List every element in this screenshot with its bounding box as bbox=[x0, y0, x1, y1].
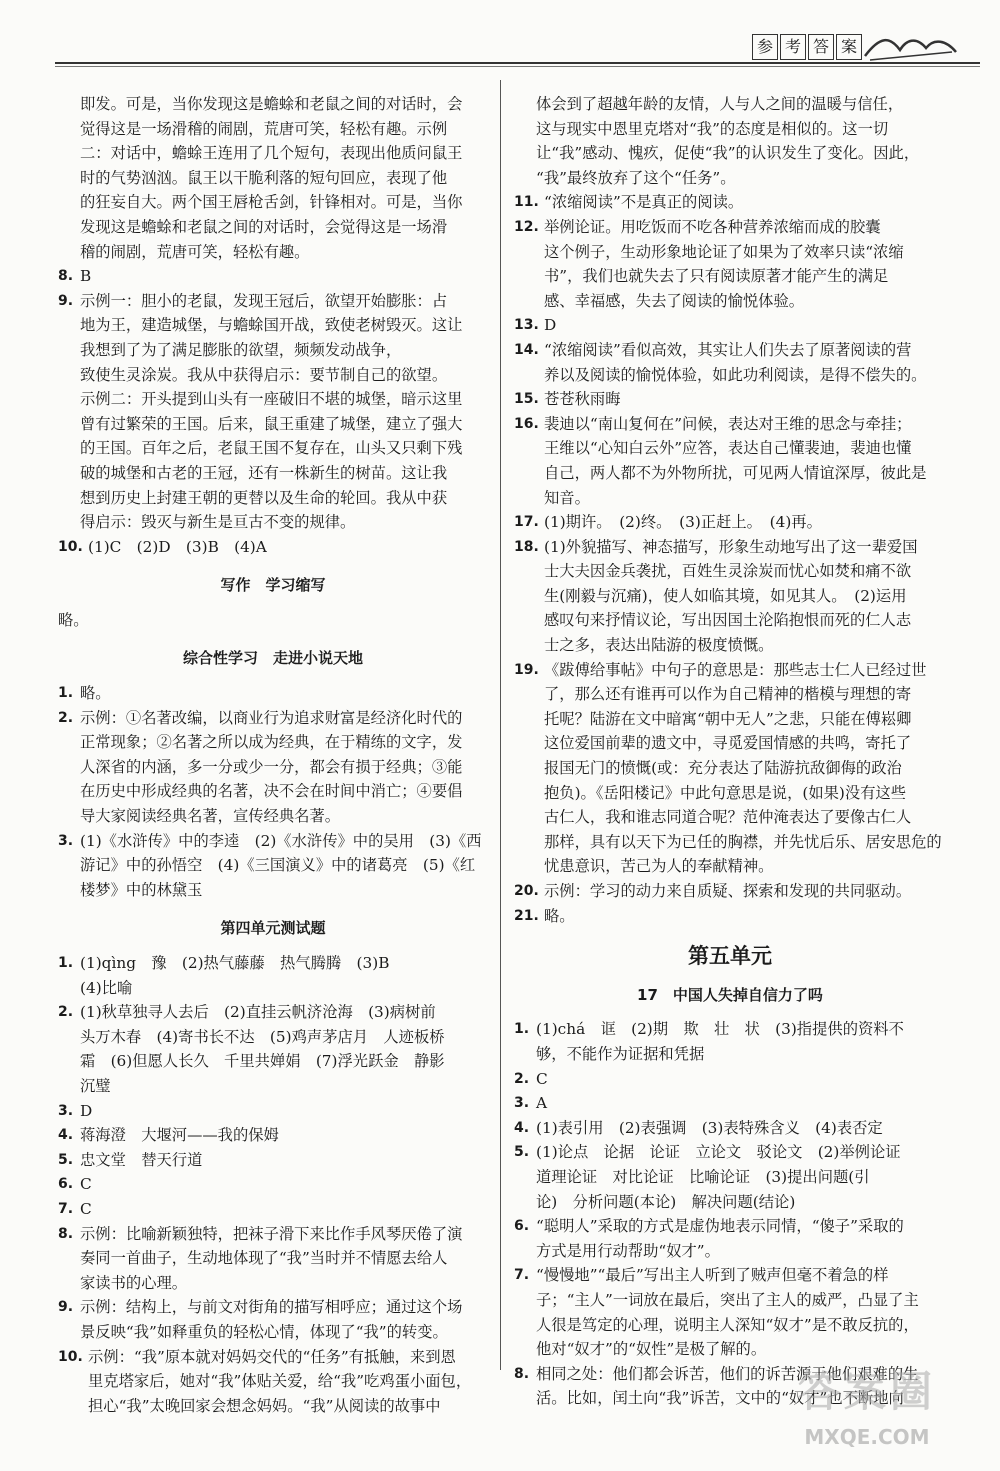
answer-item bbox=[58, 1099, 488, 1124]
continuation-line: 觉得这是一场滑稽的闹剧，荒唐可笑，轻松有趣。示例 bbox=[80, 119, 448, 138]
answer-line: (1)qìng 豫 (2)热气藤藤 热气腾腾 (3)B bbox=[80, 954, 390, 972]
answer-text bbox=[536, 1017, 946, 1066]
answer-number: 10. bbox=[58, 538, 83, 555]
answer-item bbox=[514, 1263, 946, 1361]
answer-item bbox=[58, 1295, 488, 1344]
answer-line: (1)C (2)D (3)B (4)A bbox=[88, 537, 267, 556]
answer-line: D bbox=[80, 1101, 93, 1120]
answer-text bbox=[80, 1000, 488, 1098]
answer-line: C bbox=[80, 1175, 92, 1194]
answer-line: 示例：比喻新颖独特，把袜子滑下来比作手风琴厌倦了演 bbox=[80, 1224, 463, 1243]
answer-line: 奏同一首曲子，生动地体现了“我”当时并不情愿去给人 bbox=[80, 1249, 448, 1268]
answer-line: 活。比如，闰土向“我”诉苦，文中的“奴才”也不断地向 bbox=[536, 1389, 904, 1408]
answer-line: 沉璧 bbox=[80, 1076, 111, 1095]
answer-number: 4. bbox=[58, 1127, 74, 1144]
answer-line: 感叹句来抒情议论，写出因国土沦陷抱恨而死的仁人志 bbox=[544, 611, 912, 630]
answer-item bbox=[58, 951, 488, 1000]
answer-line: 生(刚毅与沉痛)，使人如临其境，如见其人。 (2)运用 bbox=[544, 586, 907, 605]
answer-item bbox=[514, 1091, 946, 1116]
watermark-url: MXQE.COM bbox=[804, 1425, 930, 1449]
answer-line: 了，那么还有谁再可以作为自己精神的楷模与理想的寄 bbox=[544, 685, 912, 704]
answer-line: 霜 (6)但愿人长久 千里共婵娟 (7)浮光跃金 静影 bbox=[80, 1052, 445, 1071]
answer-line: 示例一：胆小的老鼠，发现王冠后，欲望开始膨胀：占 bbox=[80, 291, 448, 310]
answer-text bbox=[536, 1263, 946, 1361]
answer-line: 忧患意识，苦己为人的奉献精神。 bbox=[544, 857, 774, 876]
answer-text bbox=[80, 1123, 488, 1148]
header-ornament-icon bbox=[860, 30, 960, 64]
answer-line: 自己，两人都不为外物所扰，可见两人情谊深厚，彼此是 bbox=[544, 463, 927, 482]
right-column bbox=[514, 92, 946, 1411]
continuation-line: 二：对话中，蟾蜍王连用了几个短句，表现出他质问鼠王 bbox=[80, 144, 463, 163]
answer-text bbox=[536, 1067, 946, 1092]
answer-number: 11. bbox=[514, 194, 539, 211]
answer-line: “慢慢地”“最后”写出主人听到了贼声但毫不着急的样 bbox=[536, 1266, 889, 1285]
header-badge-char: 参 bbox=[752, 34, 778, 60]
answer-text bbox=[80, 1222, 488, 1296]
answer-text bbox=[80, 289, 488, 535]
answer-line: 人很是笃定的心理，说明主人深知“奴才”是不敢反抗的， bbox=[536, 1315, 919, 1334]
answer-line: 蒋海澄 大堰河——我的保姆 bbox=[80, 1126, 279, 1145]
section-title: 写作 学习缩写 bbox=[220, 576, 326, 595]
answer-line: 报国无门的愤慨(或：充分表达了陆游抗敌御侮的政治 bbox=[544, 759, 902, 778]
answer-line: 略。 bbox=[80, 684, 111, 703]
section-title: 第四单元测试题 bbox=[220, 919, 326, 938]
answer-line: 示例：学习的动力来自质疑、探索和发现的共同驱动。 bbox=[544, 882, 912, 900]
answer-line: 致使生灵涂炭。我从中获得启示：要节制自己的欲望。 bbox=[80, 365, 448, 384]
answer-number: 17. bbox=[514, 514, 539, 531]
answer-text bbox=[544, 190, 946, 215]
answer-line: 担心“我”太晚回家会想念妈妈。“我”从阅读的故事中 bbox=[88, 1396, 441, 1415]
continuation-line: 这与现实中恩里克塔对“我”的态度是相似的。这一切 bbox=[536, 119, 889, 138]
answer-line: D bbox=[544, 316, 557, 335]
answer-line: 这位爱国前辈的遗文中，寻觅爱国情感的共鸣，寄托了 bbox=[544, 734, 912, 753]
continuation-line: 的狂妄自大。两个国王唇枪舌剑，针锋相对。可是，当你 bbox=[80, 193, 463, 212]
continuation-line: 让“我”感动、愧疚，促使“我”的认识发生了变化。因此， bbox=[536, 144, 920, 163]
answer-text bbox=[80, 1295, 488, 1344]
answer-number: 13. bbox=[514, 317, 539, 334]
answer-item bbox=[58, 829, 488, 903]
answer-number: 7. bbox=[58, 1200, 74, 1217]
answer-line: A bbox=[536, 1094, 548, 1113]
answer-number: 7. bbox=[514, 1267, 530, 1284]
answer-line: 论) 分析问题(本论) 解决问题(结论) bbox=[536, 1192, 796, 1211]
answer-line: (1)chá 诓 (2)期 欺 壮 状 (3)指提供的资料不 bbox=[536, 1020, 904, 1039]
answer-number: 5. bbox=[514, 1144, 530, 1161]
answer-line: “聪明人”采取的方式是虚伪地表示同情，“傻子”采取的 bbox=[536, 1217, 904, 1236]
answer-text bbox=[536, 1214, 946, 1263]
answer-number: 20. bbox=[514, 883, 539, 899]
answer-item bbox=[58, 706, 488, 829]
answer-text bbox=[80, 706, 488, 829]
answer-line: 举例论证。用吃饭而不吃各种营养浓缩而成的胶囊 bbox=[544, 217, 881, 236]
answer-text bbox=[536, 1116, 946, 1141]
answer-item bbox=[514, 658, 946, 879]
answer-number: 1. bbox=[514, 1021, 530, 1038]
answer-line: 景反映“我”如释重负的轻松心情，体现了“我”的转变。 bbox=[80, 1322, 448, 1341]
answer-line: 示例：结构上，与前文对街角的描写相呼应；通过这个场 bbox=[80, 1298, 463, 1317]
answer-line: 感、幸福感，失去了阅读的愉悦体验。 bbox=[544, 291, 805, 310]
answer-text bbox=[544, 387, 946, 412]
answer-line: 裴迪以“南山复何在”问候，表达对王维的思念与牵挂； bbox=[544, 414, 912, 433]
answer-line: 抱负)。《岳阳楼记》中此句意思是说，(如果)没有这些 bbox=[544, 783, 907, 802]
answer-text bbox=[544, 535, 946, 658]
answer-item bbox=[514, 412, 946, 510]
header-badge-char: 案 bbox=[836, 34, 862, 60]
answer-line: 托呢？陆游在文中暗寓“朝中无人”之悲，只能在傅崧卿 bbox=[544, 709, 912, 728]
header-rule bbox=[55, 62, 980, 64]
lesson-title: 17 中国人失掉自信力了吗 bbox=[637, 985, 823, 1004]
answer-line: 苍苍秋雨晦 bbox=[544, 390, 621, 409]
answer-line: 楼梦》中的林黛玉 bbox=[80, 880, 203, 899]
answer-text bbox=[80, 829, 488, 903]
answer-text bbox=[544, 215, 946, 313]
answer-item bbox=[58, 1222, 488, 1296]
answer-item bbox=[58, 1000, 488, 1098]
answer-line: 正常现象；②名著之所以成为经典，在于精练的文字，发 bbox=[80, 733, 463, 752]
continuation-line: 稽的闹剧，荒唐可笑，轻松有趣。 bbox=[80, 242, 310, 261]
answer-text bbox=[88, 1345, 488, 1419]
header-rule-thin bbox=[55, 66, 980, 67]
answer-number: 9. bbox=[58, 292, 74, 309]
answer-line: 家读书的心理。 bbox=[80, 1273, 188, 1292]
answer-text bbox=[80, 951, 488, 1000]
answer-number: 3. bbox=[58, 1102, 74, 1119]
answer-number: 2. bbox=[58, 709, 74, 726]
answer-line: 在历史中形成经典的名著，决不会在时间中消亡；④要倡 bbox=[80, 782, 463, 801]
answer-item bbox=[58, 289, 488, 535]
answer-line: “浓缩阅读”不是真正的阅读。 bbox=[544, 193, 744, 212]
answer-line: 头万木春 (4)寄书长不达 (5)鸡声茅店月 人迹板桥 bbox=[80, 1027, 445, 1046]
answer-line: (1)秋草独寻人去后 (2)直挂云帆济沧海 (3)病树前 bbox=[80, 1003, 436, 1022]
answer-number: 12. bbox=[514, 218, 539, 235]
answer-item bbox=[58, 1148, 488, 1173]
answer-line: 王维以“心知白云外”应答，表达自己懂裴迪，裴迪也懂 bbox=[544, 439, 912, 458]
watermark bbox=[762, 1359, 972, 1449]
answer-item bbox=[58, 264, 488, 289]
answer-number: 5. bbox=[58, 1151, 74, 1168]
answer-number: 19. bbox=[514, 661, 539, 678]
answer-line: 人深省的内涵，多一分或少一分，都会有损于经典；③能 bbox=[80, 757, 463, 776]
answer-number: 16. bbox=[514, 415, 539, 432]
answer-item bbox=[514, 1017, 946, 1066]
answer-item bbox=[58, 535, 488, 560]
answer-item bbox=[58, 1197, 488, 1222]
answer-line: “浓缩阅读”看似高效，其实让人们失去了原著阅读的营 bbox=[544, 340, 912, 359]
answer-item bbox=[514, 904, 946, 929]
answer-item bbox=[514, 338, 946, 387]
answer-text bbox=[80, 1099, 488, 1124]
answer-text bbox=[80, 264, 488, 289]
answer-text bbox=[536, 1140, 946, 1214]
answer-number: 6. bbox=[58, 1176, 74, 1193]
answer-number: 14. bbox=[514, 341, 539, 358]
answer-item bbox=[514, 535, 946, 658]
answer-text bbox=[544, 338, 946, 387]
answer-line: 导大家阅读经典名著，宣传经典名著。 bbox=[80, 807, 341, 826]
continuation-line: 时的气势汹汹。鼠王以干脆利落的短句回应，表现了他 bbox=[80, 168, 448, 187]
answer-number: 1. bbox=[58, 685, 74, 702]
continuation-line: 发现这是蟾蜍和老鼠之间的对话时，会觉得这是一场滑 bbox=[80, 217, 448, 236]
answer-line: 他对“奴才”的“奴性”是极了解的。 bbox=[536, 1340, 767, 1359]
answer-line: 我想到了为了满足膨胀的欲望，频频发动战争， bbox=[80, 340, 402, 359]
answer-item bbox=[58, 1172, 488, 1197]
answer-item bbox=[514, 313, 946, 338]
left-column bbox=[58, 92, 488, 1418]
answer-number: 1. bbox=[58, 955, 74, 971]
answer-line: 地为王，建造城堡，与蟾蜍国开战，致使老树毁灭。这让 bbox=[80, 316, 463, 335]
answer-line: (4)比喻 bbox=[80, 978, 133, 997]
answer-item bbox=[58, 1345, 488, 1419]
answer-number: 4. bbox=[514, 1119, 530, 1136]
answer-item bbox=[58, 1123, 488, 1148]
answer-line: 养以及阅读的愉悦体验，如此功利阅读，是得不偿失的。 bbox=[544, 365, 927, 384]
answer-line: 子；“主人”一词放在最后，突出了主人的威严，凸显了主 bbox=[536, 1290, 919, 1309]
answer-line: 想到历史上封建王朝的更替以及生命的轮回。我从中获 bbox=[80, 488, 448, 507]
answer-line: 知音。 bbox=[544, 488, 590, 507]
continuation-line: 体会到了超越年龄的友情，人与人之间的温暖与信任， bbox=[536, 95, 904, 113]
answer-text bbox=[544, 658, 946, 879]
answer-text bbox=[88, 535, 488, 560]
answer-item bbox=[514, 215, 946, 313]
answer-text bbox=[536, 1091, 946, 1116]
answer-line: 示例二：开头提到山头有一座破旧不堪的城堡，暗示这里 bbox=[80, 390, 463, 409]
answer-text bbox=[80, 681, 488, 706]
answer-line: (1)论点 论据 论证 立论文 驳论文 (2)举例论证 bbox=[536, 1143, 901, 1162]
answer-line: 《跋傅给事帖》中句子的意思是：那些志士仁人已经过世 bbox=[544, 660, 927, 679]
answer-line: 这个例子，生动形象地论证了如果为了效率只读“浓缩 bbox=[544, 242, 904, 261]
answer-line: 曾有过繁荣的王国。后来，鼠王重建了城堡，建立了强大 bbox=[80, 414, 463, 433]
answer-line: 士之多，表达出陆游的极度愤慨。 bbox=[544, 636, 774, 655]
answer-number: 18. bbox=[514, 538, 539, 555]
answer-line: 示例：“我”原本就对妈妈交代的“任务”有抵触，来到恩 bbox=[88, 1347, 456, 1366]
answer-text bbox=[544, 879, 946, 904]
answer-line: 得启示：毁灭与新生是亘古不变的规律。 bbox=[80, 513, 356, 532]
answer-line: 略。 bbox=[544, 906, 575, 925]
answer-text bbox=[544, 412, 946, 510]
answer-text bbox=[80, 1172, 488, 1197]
column-divider bbox=[500, 80, 501, 1370]
answer-line: 相同之处：他们都会诉苦，他们的诉苦源于他们艰难的生 bbox=[536, 1364, 919, 1383]
answer-line: 那样，具有以天下为已任的胸襟，并先忧后乐、居安思危的 bbox=[544, 832, 942, 851]
answer-line: 游记》中的孙悟空 (4)《三国演义》中的诸葛亮 (5)《红 bbox=[80, 856, 476, 875]
answer-number: 2. bbox=[514, 1070, 530, 1087]
answer-item bbox=[514, 1116, 946, 1141]
answer-number: 8. bbox=[58, 1225, 74, 1242]
answer-text bbox=[544, 904, 946, 929]
answer-line: 示例：①名著改编，以商业行为追求财富是经济化时代的 bbox=[80, 708, 463, 727]
answer-number: 8. bbox=[514, 1365, 530, 1382]
answer-item bbox=[514, 190, 946, 215]
answer-number: 3. bbox=[58, 832, 74, 849]
answer-item bbox=[514, 879, 946, 904]
section-title: 综合性学习 走进小说天地 bbox=[182, 649, 363, 668]
continuation-line: “我”最终放弃了这个“任务”。 bbox=[536, 168, 736, 187]
answer-line: (1)期许。 (2)终。 (3)正赶上。 (4)再。 bbox=[544, 513, 822, 532]
answer-number: 2. bbox=[58, 1004, 74, 1021]
answer-item bbox=[514, 1067, 946, 1092]
answer-number: 21. bbox=[514, 907, 539, 924]
answer-line: C bbox=[536, 1069, 548, 1088]
answer-item bbox=[514, 1214, 946, 1263]
watermark-logo: 答案圈 bbox=[797, 1367, 936, 1416]
answer-number: 15. bbox=[514, 391, 539, 408]
answer-item bbox=[514, 1140, 946, 1214]
answer-line: (1)《水浒传》中的李逵 (2)《水浒传》中的吴用 (3)《西 bbox=[80, 831, 482, 850]
answer-line: (1)外貌描写、神态描写，形象生动地写出了这一辈爱国 bbox=[544, 537, 918, 556]
answer-text bbox=[80, 1197, 488, 1222]
header-badge bbox=[752, 34, 864, 60]
header-badge-char: 考 bbox=[780, 34, 806, 60]
answer-line: 书”，我们也就失去了只有阅读原著才能产生的满足 bbox=[544, 267, 889, 286]
section-body: 略。 bbox=[58, 610, 89, 629]
answer-line: (1)表引用 (2)表强调 (3)表特殊含义 (4)表否定 bbox=[536, 1118, 883, 1137]
answer-line: 破的城堡和古老的王冠，还有一株新生的树苗。这让我 bbox=[80, 463, 448, 482]
answer-line: C bbox=[80, 1199, 92, 1218]
answer-line: 的王国。百年之后，老鼠王国不复存在，山头又只剩下残 bbox=[80, 439, 463, 458]
answer-number: 8. bbox=[58, 268, 74, 285]
answer-line: 里克塔家后，她对“我”体贴关爱，给“我”吃鸡蛋小面包， bbox=[88, 1372, 472, 1391]
unit-title: 第五单元 bbox=[688, 944, 772, 969]
answer-item bbox=[58, 681, 488, 706]
answer-number: 9. bbox=[58, 1299, 74, 1316]
answer-line: B bbox=[80, 267, 92, 286]
answer-line: 忠文堂 替天行道 bbox=[80, 1150, 203, 1169]
answer-line: 士大夫因金兵袭扰，百姓生灵涂炭而忧心如焚和痛不欲 bbox=[544, 562, 912, 581]
answer-text bbox=[80, 1148, 488, 1173]
answer-number: 10. bbox=[58, 1348, 83, 1365]
continuation-line: 即发。可是，当你发现这是蟾蜍和老鼠之间的对话时，会 bbox=[80, 95, 463, 113]
answer-number: 3. bbox=[514, 1095, 530, 1112]
answer-line: 够，不能作为证据和凭据 bbox=[536, 1044, 705, 1063]
answer-item bbox=[514, 387, 946, 412]
answer-line: 道理论证 对比论证 比喻论证 (3)提出问题(引 bbox=[536, 1167, 870, 1186]
answer-item bbox=[514, 510, 946, 535]
answer-text bbox=[544, 313, 946, 338]
answer-line: 方式是用行动帮助“奴才”。 bbox=[536, 1241, 720, 1260]
answer-number: 6. bbox=[514, 1218, 530, 1235]
header-badge-char: 答 bbox=[808, 34, 834, 60]
answer-text bbox=[544, 510, 946, 535]
answer-line: 古仁人，我和谁志同道合呢？范仲淹表达了要像古仁人 bbox=[544, 808, 912, 827]
